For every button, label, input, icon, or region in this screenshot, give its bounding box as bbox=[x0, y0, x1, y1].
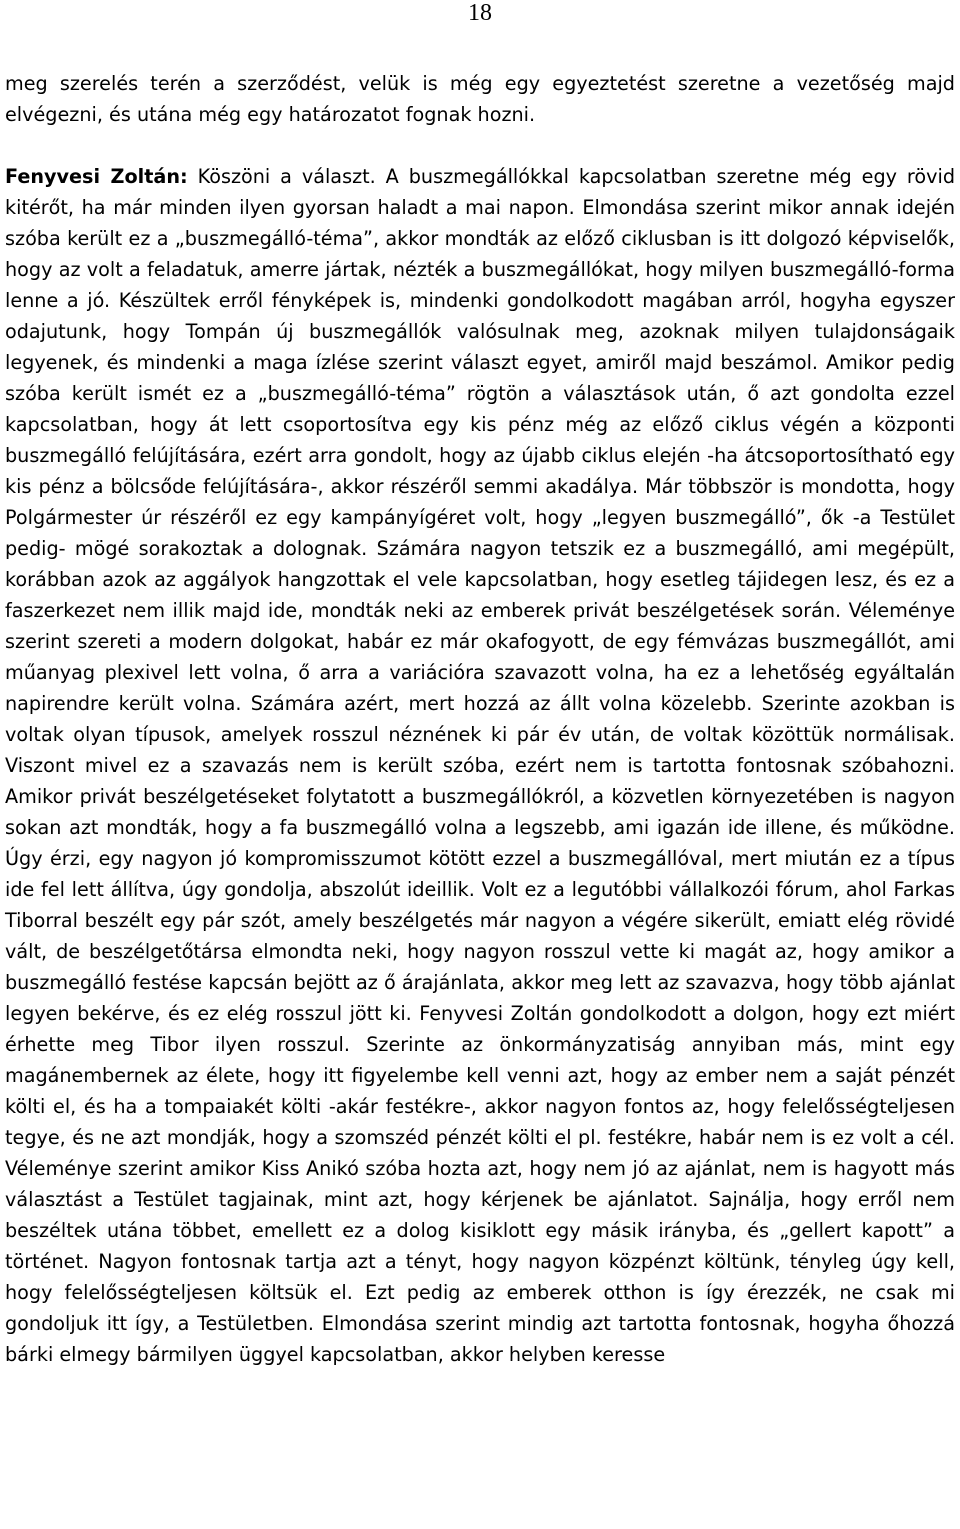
document-body bbox=[5, 68, 955, 1370]
paragraph-1 bbox=[5, 68, 955, 130]
speaker-name: Fenyvesi Zoltán: bbox=[5, 165, 188, 188]
paragraph-text: meg szerelés terén a szerződést, velük is még egy egyeztetést szeretne a vezetőség majd elvégezni, és utána még egy határozatot fognak hozni. bbox=[5, 72, 955, 126]
page-number: 18 bbox=[468, 0, 492, 26]
paragraph-text: Köszöni a választ. A buszmegállókkal kapcsolatban szeretne még egy rövid kitérőt, ha már minden ilyen gyorsan haladt a mai napon. Elmondása szerint mikor annak idején szóba került ez a „buszmegálló-téma”, akkor mondták az előző ciklusban is itt dolgozó képviselők, hogy az volt a feladatuk, amerre jártak, nézték a buszmegállókat, hogy milyen buszmegálló-forma lenne a jó. Készültek erről fényképek is, mindenki gondolkodott magában arról, hogyha egyszer odajutunk, hogy Tompán új buszmegállók valósulnak meg, azoknak milyen tulajdonságaik legyenek, és mindenki a maga ízlése szerint választ egyet, amiről majd beszámol. Amikor pedig szóba került ismét ez a „buszmegálló-téma” rögtön a választások után, ő azt gondolta ezzel kapcsolatban, hogy át lett csoportosítva egy kis pénz még az előző ciklus végén a központi buszmegálló felújítására, ezért arra gondolt, hogy az újabb ciklus elején -ha átcsoportosítható egy kis pénz a bölcsőde felújítására-, akkor részéről semmi akadálya. Már többször is mondotta, hogy Polgármester úr részéről ez egy kampányígéret volt, hogy „legyen buszmegálló”, ők -a Testület pedig- mögé sorakoztak a dolognak. Számára nagyon tetszik ez a buszmegálló, ami megépült, korábban azok az aggályok hangzottak el vele kapcsolatban, hogy esetleg tájidegen lesz, és ez a faszerkezet nem illik majd ide, mondták neki az emberek privát beszélgetések során. Véleménye szerint szereti a modern dolgokat, habár ez már okafogyott, de egy fémvázas buszmegállót, ami műanyag plexivel lett volna, ő arra a variációra szavazott volna, ha ez a lehetőség egyáltalán napirendre került volna. Számára azért, mert hozzá az állt volna közelebb. Szerinte azokban is voltak olyan típusok, amelyek rosszul néznének ki pár év után, de voltak közöttük normálisak. Viszont mivel ez a szavazás nem is került szóba, ezért nem is tartotta fontosnak szóbahozni. Amikor privát beszélgetéseket folytatott a buszmegállókról, a közvetlen környezetében is nagyon sokan azt mondták, hogy a fa buszmegálló volna a legszebb, ami igazán ide illene, és működne. Úgy érzi, egy nagyon jó kompromisszumot kötött ezzel a buszmegállóval, mert miután ez a típus ide fel lett állítva, úgy gondolja, abszolút ideillik. Volt ez a legutóbbi vállalkozói fórum, ahol Farkas Tiborral beszélt egy pár szót, amely beszélgetés már nagyon a végére sikerült, emiatt elég rövidé vált, de beszélgetőtársa elmondta neki, hogy nagyon rosszul vette ki magát az, hogy amikor a buszmegálló festése kapcsán bejött az ő árajánlata, akkor meg lett az szavazva, hogy több ajánlat legyen bekérve, és ez elég rosszul jött ki. Fenyvesi Zoltán gondolkodott a dolgon, hogy ezt miért érhette meg Tibor ilyen rosszul. Szerinte az önkormányzatiság annyiban más, mint egy magánembernek az élete, hogy itt figyelembe kell venni azt, hogy az ember nem a saját pénzét költi el, és ha a tompaiakét költi -akár festékre-, akkor nagyon fontos az, hogy felelősségteljesen tegye, és ne azt mondják, hogy a szomszéd pénzét költi el pl. festékre, habár nem is ez volt a cél. Véleménye szerint amikor Kiss Anikó szóba hozta azt, hogy nem jó az ajánlat, nem is hagyott más választást a Testület tagjainak, mint azt, hogy kérjenek be ajánlatot. Sajnálja, hogy erről nem beszéltek utána többet, emellett ez a dolog kisiklott egy másik irányba, és „gellert kapott” a történet. Nagyon fontosnak tartja azt a tényt, hogy nagyon közpénzt költünk, tényleg úgy kell, hogy felelősségteljesen költsük el. Ezt pedig az emberek otthon is így érezzék, ne csak mi gondoljuk itt így, a Testületben. Elmondása szerint mindig azt tartotta fontosnak, hogyha őhozzá bárki elmegy bármilyen üggyel kapcsolatban, akkor helyben keresse bbox=[5, 165, 956, 1366]
paragraph-2 bbox=[5, 161, 955, 1370]
